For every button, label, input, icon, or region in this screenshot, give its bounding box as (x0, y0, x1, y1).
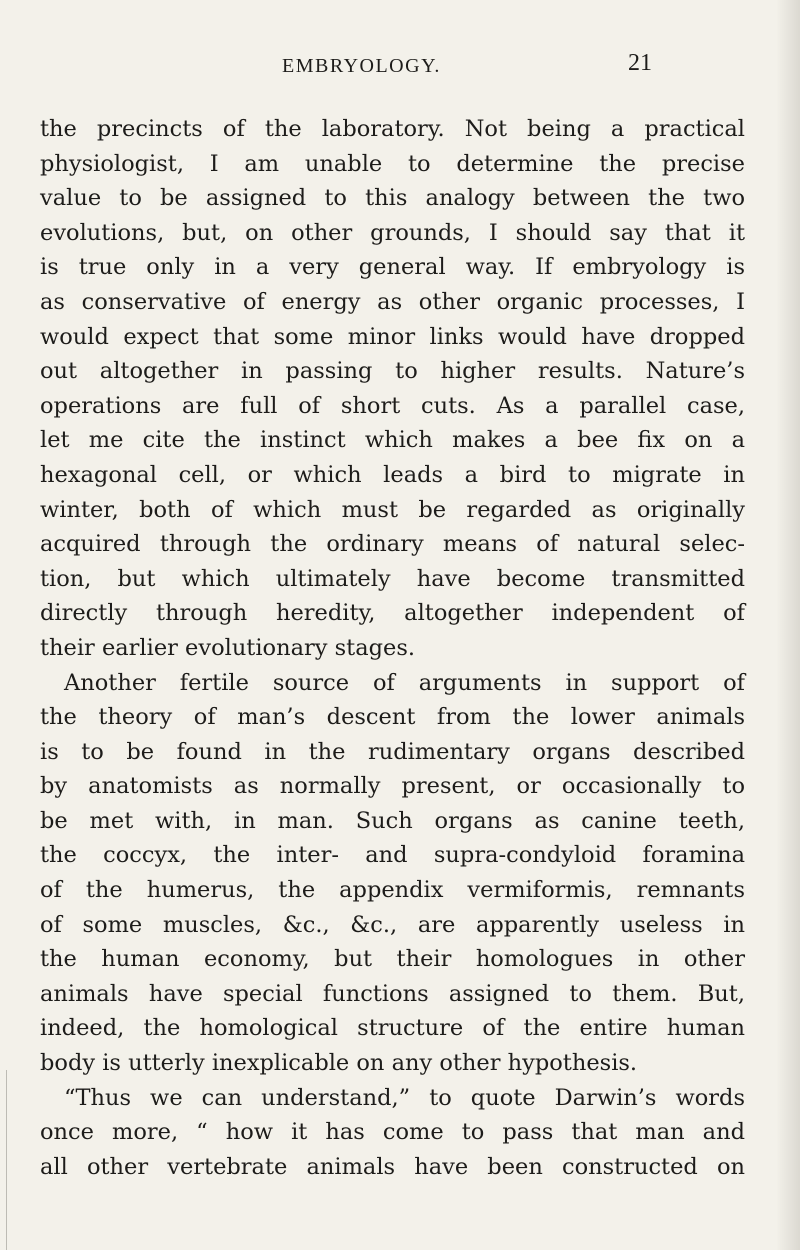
text-line: the coccyx, the inter- and supra-condyloid foramina (40, 842, 745, 869)
text-line: once more, “ how it has come to pass that man and (40, 1119, 745, 1146)
text-line: the theory of man’s descent from the lower animals (40, 704, 745, 731)
text-line: winter, both of which must be regarded as originally (40, 496, 745, 523)
text-line: as conservative of energy as other organic processes, I (40, 288, 745, 315)
text-line: “Thus we can understand,” to quote Darwin’s words (64, 1084, 745, 1111)
page-edge-shadow (776, 0, 800, 1250)
text-line: the precincts of the laboratory. Not being a practical (40, 116, 745, 142)
text-line: the human economy, but their homologues in other (40, 946, 745, 973)
running-head: EMBRYOLOGY. (282, 55, 441, 77)
text-line: tion, but which ultimately have become transmitted (40, 565, 745, 592)
text-line: let me cite the instinct which makes a bee fix on a (40, 427, 745, 454)
binding-edge-mark (6, 1070, 7, 1250)
text-line: Another fertile source of arguments in support of (64, 669, 745, 696)
text-line: indeed, the homological structure of the entire human (40, 1015, 745, 1042)
text-line: directly through heredity, altogether independent of (40, 600, 745, 627)
text-line: is to be found in the rudimentary organs described (40, 738, 745, 765)
text-line: is true only in a very general way. If embryology is (40, 254, 745, 281)
body-text (40, 112, 745, 1184)
text-line: evolutions, but, on other grounds, I should say that it (40, 219, 745, 246)
text-line: their earlier evolutionary stages. (40, 634, 416, 661)
page-number: 21 (628, 50, 652, 76)
text-line: hexagonal cell, or which leads a bird to migrate in (40, 461, 745, 488)
text-line: be met with, in man. Such organs as canine teeth, (40, 807, 745, 834)
text-line: of the humerus, the appendix vermiformis, remnants (40, 877, 745, 904)
text-line: animals have special functions assigned to them. But, (40, 980, 745, 1007)
text-line: out altogether in passing to higher results. Nature’s (40, 358, 745, 385)
text-line: all other vertebrate animals have been constructed on (40, 1153, 745, 1180)
text-line: body is utterly inexplicable on any other hypothesis. (40, 1050, 638, 1077)
text-line: value to be assigned to this analogy between the two (40, 185, 745, 212)
text-line: of some muscles, &c., &c., are apparently useless in (40, 911, 745, 938)
text-line: operations are full of short cuts. As a parallel case, (40, 392, 745, 419)
text-line: by anatomists as normally present, or occasionally to (40, 773, 745, 800)
text-line: acquired through the ordinary means of natural selec- (40, 531, 745, 558)
text-line: would expect that some minor links would have dropped (40, 323, 745, 350)
text-line: physiologist, I am unable to determine the precise (40, 150, 745, 177)
